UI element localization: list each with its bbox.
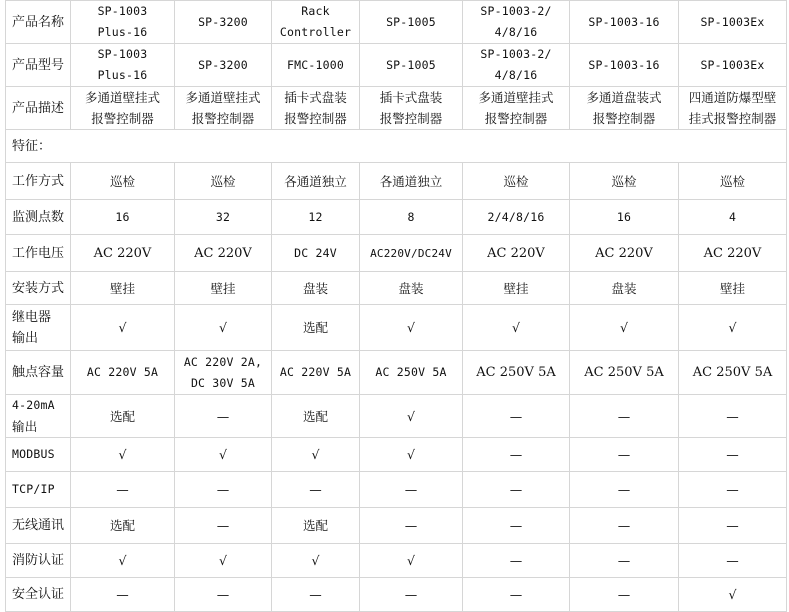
row-label: 产品名称 xyxy=(6,1,71,44)
cell: √ xyxy=(463,305,570,351)
cell: — xyxy=(463,472,570,508)
row-tcpip xyxy=(6,472,787,508)
cell: √ xyxy=(71,305,175,351)
cell: AC 220V xyxy=(175,235,272,272)
cell: Rack Controller xyxy=(272,1,360,44)
cell: — xyxy=(463,438,570,472)
row-features-header xyxy=(6,130,787,163)
cell: AC 250V 5A xyxy=(679,351,787,395)
cell: — xyxy=(679,395,787,438)
cell: SP-3200 xyxy=(175,1,272,44)
row-label: 安装方式 xyxy=(6,272,71,305)
cell: — xyxy=(360,472,463,508)
cell: — xyxy=(175,472,272,508)
cell: 插卡式盘装 报警控制器 xyxy=(272,87,360,130)
cell: SP-1005 xyxy=(360,1,463,44)
cell: SP-1003-16 xyxy=(570,44,679,87)
cell: √ xyxy=(272,438,360,472)
cell: 选配 xyxy=(272,305,360,351)
cell: 盘装 xyxy=(570,272,679,305)
row-label: 无线通讯 xyxy=(6,508,71,544)
cell: √ xyxy=(360,438,463,472)
cell: AC 220V xyxy=(463,235,570,272)
cell: √ xyxy=(175,544,272,578)
row-label: TCP/IP xyxy=(6,472,71,508)
cell: FMC-1000 xyxy=(272,44,360,87)
cell: 选配 xyxy=(272,395,360,438)
cell: √ xyxy=(360,395,463,438)
cell: 壁挂 xyxy=(463,272,570,305)
cell: — xyxy=(463,544,570,578)
cell: — xyxy=(360,578,463,612)
cell: — xyxy=(570,508,679,544)
row-safety-certification xyxy=(6,578,787,612)
row-relay-output xyxy=(6,305,787,351)
cell: — xyxy=(570,395,679,438)
cell: — xyxy=(570,544,679,578)
cell: AC 220V xyxy=(71,235,175,272)
row-installation xyxy=(6,272,787,305)
cell: — xyxy=(272,578,360,612)
row-label: 产品型号 xyxy=(6,44,71,87)
cell: 插卡式盘装 报警控制器 xyxy=(360,87,463,130)
row-label: 消防认证 xyxy=(6,544,71,578)
cell: √ xyxy=(71,544,175,578)
cell: — xyxy=(71,472,175,508)
cell: — xyxy=(570,578,679,612)
cell: 4 xyxy=(679,200,787,235)
cell: 盘装 xyxy=(272,272,360,305)
row-monitor-points xyxy=(6,200,787,235)
cell: SP-1003 Plus-16 xyxy=(71,44,175,87)
cell: AC 220V xyxy=(570,235,679,272)
cell: DC 24V xyxy=(272,235,360,272)
cell: — xyxy=(570,438,679,472)
cell: SP-1003-2/ 4/8/16 xyxy=(463,1,570,44)
row-work-mode xyxy=(6,163,787,200)
cell: SP-1005 xyxy=(360,44,463,87)
cell: 32 xyxy=(175,200,272,235)
cell: 多通道壁挂式 报警控制器 xyxy=(71,87,175,130)
cell: — xyxy=(463,508,570,544)
cell: SP-3200 xyxy=(175,44,272,87)
row-wireless xyxy=(6,508,787,544)
cell: √ xyxy=(272,544,360,578)
cell: √ xyxy=(679,578,787,612)
cell: √ xyxy=(360,544,463,578)
cell: 2/4/8/16 xyxy=(463,200,570,235)
row-label: 安全认证 xyxy=(6,578,71,612)
row-modbus xyxy=(6,438,787,472)
cell: 16 xyxy=(71,200,175,235)
cell: √ xyxy=(570,305,679,351)
cell: 巡检 xyxy=(71,163,175,200)
cell: 选配 xyxy=(71,508,175,544)
row-product-name xyxy=(6,1,787,44)
cell: SP-1003Ex xyxy=(679,44,787,87)
cell: 选配 xyxy=(272,508,360,544)
cell: SP-1003-2/ 4/8/16 xyxy=(463,44,570,87)
row-label: 触点容量 xyxy=(6,351,71,395)
cell: — xyxy=(463,578,570,612)
row-label: 监测点数 xyxy=(6,200,71,235)
cell: √ xyxy=(360,305,463,351)
cell: SP-1003 Plus-16 xyxy=(71,1,175,44)
cell: √ xyxy=(175,438,272,472)
cell: AC 250V 5A xyxy=(360,351,463,395)
cell: 巡检 xyxy=(175,163,272,200)
cell: 多通道壁挂式 报警控制器 xyxy=(463,87,570,130)
cell: √ xyxy=(679,305,787,351)
cell: — xyxy=(71,578,175,612)
cell: 壁挂 xyxy=(71,272,175,305)
row-label: MODBUS xyxy=(6,438,71,472)
cell: — xyxy=(360,508,463,544)
cell: — xyxy=(175,508,272,544)
cell: √ xyxy=(175,305,272,351)
row-fire-certification xyxy=(6,544,787,578)
spec-table xyxy=(5,0,787,612)
cell: AC 220V 2A, DC 30V 5A xyxy=(175,351,272,395)
cell: — xyxy=(570,472,679,508)
cell: 12 xyxy=(272,200,360,235)
row-analog-output xyxy=(6,395,787,438)
row-label: 工作方式 xyxy=(6,163,71,200)
row-label: 工作电压 xyxy=(6,235,71,272)
cell: √ xyxy=(71,438,175,472)
cell: — xyxy=(175,578,272,612)
cell: 16 xyxy=(570,200,679,235)
row-product-model xyxy=(6,44,787,87)
cell: 多通道盘装式 报警控制器 xyxy=(570,87,679,130)
cell: — xyxy=(679,544,787,578)
cell: 巡检 xyxy=(570,163,679,200)
cell: AC 220V xyxy=(679,235,787,272)
cell: — xyxy=(679,472,787,508)
cell: 四通道防爆型壁 挂式报警控制器 xyxy=(679,87,787,130)
cell: 各通道独立 xyxy=(272,163,360,200)
cell: — xyxy=(679,438,787,472)
cell: SP-1003-16 xyxy=(570,1,679,44)
cell: AC 220V 5A xyxy=(71,351,175,395)
cell: AC 250V 5A xyxy=(570,351,679,395)
cell: AC 220V 5A xyxy=(272,351,360,395)
cell: 选配 xyxy=(71,395,175,438)
cell: — xyxy=(463,395,570,438)
row-label: 产品描述 xyxy=(6,87,71,130)
features-heading: 特征： xyxy=(6,130,787,163)
cell: AC220V/DC24V xyxy=(360,235,463,272)
cell: — xyxy=(175,395,272,438)
cell: 8 xyxy=(360,200,463,235)
cell: SP-1003Ex xyxy=(679,1,787,44)
cell: 盘装 xyxy=(360,272,463,305)
row-label: 继电器 输出 xyxy=(6,305,71,351)
cell: 多通道壁挂式 报警控制器 xyxy=(175,87,272,130)
cell: — xyxy=(679,508,787,544)
row-working-voltage xyxy=(6,235,787,272)
cell: 壁挂 xyxy=(679,272,787,305)
cell: 壁挂 xyxy=(175,272,272,305)
cell: AC 250V 5A xyxy=(463,351,570,395)
row-product-description xyxy=(6,87,787,130)
cell: 巡检 xyxy=(463,163,570,200)
cell: — xyxy=(272,472,360,508)
cell: 巡检 xyxy=(679,163,787,200)
cell: 各通道独立 xyxy=(360,163,463,200)
row-contact-capacity xyxy=(6,351,787,395)
row-label: 4-20mA 输出 xyxy=(6,395,71,438)
